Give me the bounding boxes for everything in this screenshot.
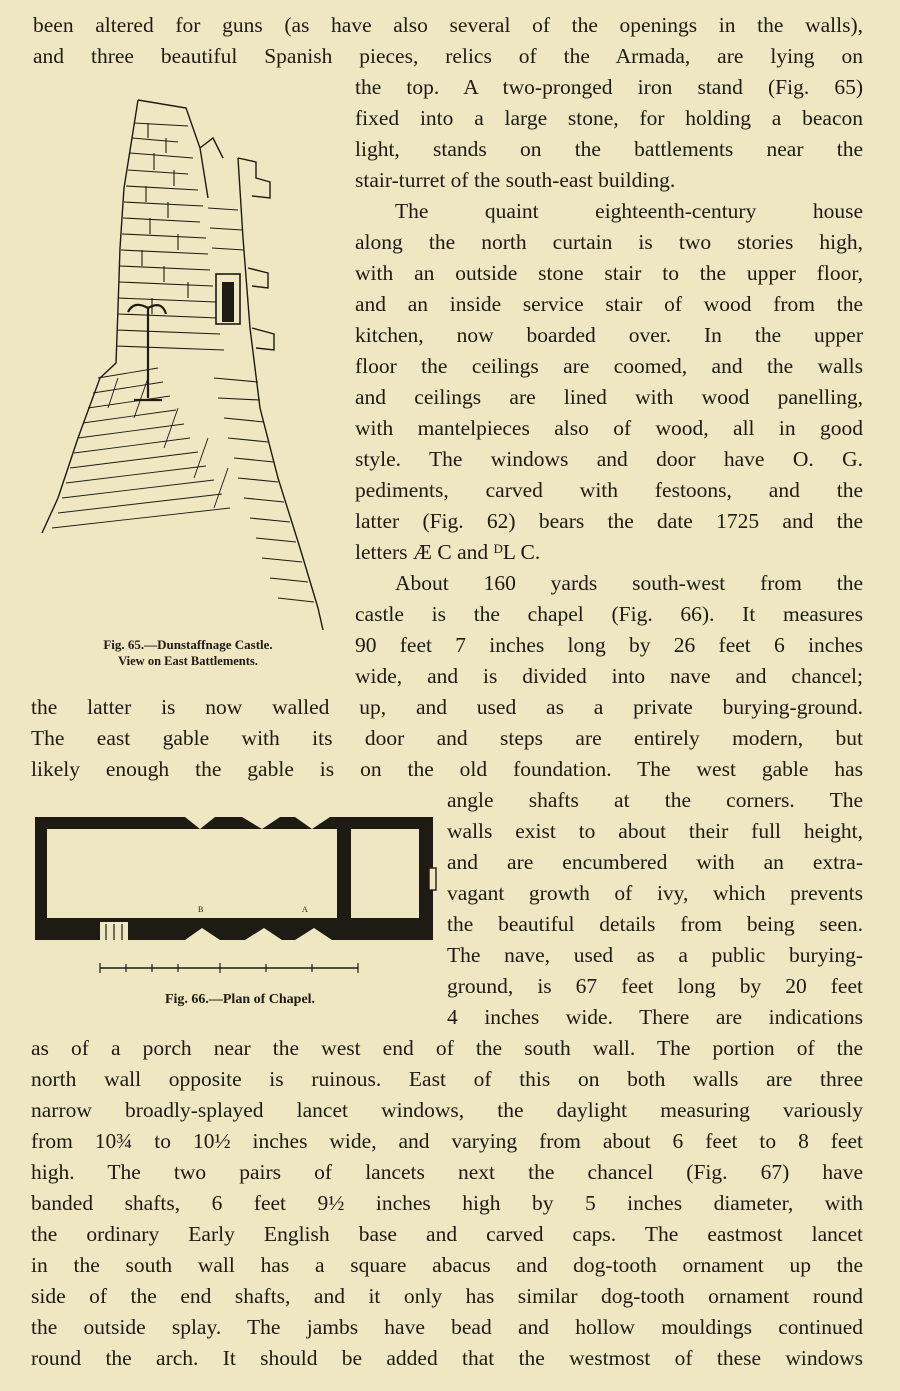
text-line: The nave, used as a public burying- [447, 943, 863, 967]
text-line: the ordinary Early English base and carved caps. The eastmost lancet [31, 1222, 863, 1246]
text-line: banded shafts, 6 feet 9½ inches high by 5 inches diameter, with [31, 1191, 863, 1215]
text-line: from 10¾ to 10½ inches wide, and varying from about 6 feet to 8 feet [31, 1129, 863, 1153]
text-line: wide, and is divided into nave and chancel; [355, 664, 863, 688]
text-line: kitchen, now boarded over. In the upper [355, 323, 863, 347]
text-line: vagant growth of ivy, which prevents [447, 881, 863, 905]
chapel-plan-diagram [30, 812, 440, 982]
text-line: with an outside stone stair to the upper floor, [355, 261, 863, 285]
text-line: side of the end shafts, and it only has similar dog-tooth ornament round [31, 1284, 863, 1308]
text-line: and are encumbered with an extra- [447, 850, 863, 874]
text-line: with mantelpieces also of wood, all in good [355, 416, 863, 440]
text-line: 4 inches wide. There are indications [447, 1005, 863, 1029]
figure-caption: View on East Battlements. [118, 654, 258, 668]
text-line: angle shafts at the corners. The [447, 788, 863, 812]
text-line: pediments, carved with festoons, and the [355, 478, 863, 502]
text-line: latter (Fig. 62) bears the date 1725 and the [355, 509, 863, 533]
text-line: and ceilings are lined with wood panelling, [355, 385, 863, 409]
text-line: in the south wall has a square abacus and dog-tooth ornament up the [31, 1253, 863, 1277]
text-line: along the north curtain is two stories high, [355, 230, 863, 254]
text-line: fixed into a large stone, for holding a beacon [355, 106, 863, 130]
text-line: walls exist to about their full height, [447, 819, 863, 843]
text-line: The east gable with its door and steps are entirely modern, but [31, 726, 863, 750]
text-line: ground, is 67 feet long by 20 feet [447, 974, 863, 998]
svg-text:B: B [198, 905, 204, 914]
text-line: letters Æ C and ᴰL C. [355, 540, 541, 564]
castle-battlements-illustration [38, 78, 338, 630]
text-line: the beautiful details from being seen. [447, 912, 863, 936]
text-line: stair-turret of the south-east building. [355, 168, 676, 192]
text-line: and an inside service stair of wood from the [355, 292, 863, 316]
text-line: About 160 yards south-west from the [395, 571, 863, 595]
text-line: castle is the chapel (Fig. 66). It measures [355, 602, 863, 626]
text-line: the outside splay. The jambs have bead and hollow mouldings continued [31, 1315, 863, 1339]
text-line: floor the ceilings are coomed, and the walls [355, 354, 863, 378]
text-line: style. The windows and door have O. G. [355, 447, 863, 471]
text-line: the latter is now walled up, and used as a private burying-ground. [31, 695, 863, 719]
text-line: light, stands on the battlements near the [355, 137, 863, 161]
text-line: high. The two pairs of lancets next the chancel (Fig. 67) have [31, 1160, 863, 1184]
text-line: likely enough the gable is on the old foundation. The west gable has [31, 757, 863, 781]
text-line: been altered for guns (as have also several of the openings in the walls), [33, 13, 863, 37]
svg-text:A: A [302, 905, 308, 914]
figure-caption: Fig. 66.—Plan of Chapel. [164, 992, 316, 1007]
text-line: north wall opposite is ruinous. East of this on both walls are three [31, 1067, 863, 1091]
text-line: the top. A two-pronged iron stand (Fig. 65) [355, 75, 863, 99]
text-line: narrow broadly-splayed lancet windows, the daylight measuring variously [31, 1098, 863, 1122]
text-line: and three beautiful Spanish pieces, relics of the Armada, are lying on [33, 44, 863, 68]
text-line: round the arch. It should be added that the westmost of these windows [31, 1346, 863, 1370]
text-line: as of a porch near the west end of the south wall. The portion of the [31, 1036, 863, 1060]
figure-caption: Fig. 65.—Dunstaffnage Castle. [103, 637, 273, 652]
text-line: The quaint eighteenth-century house [395, 199, 863, 223]
text-line: 90 feet 7 inches long by 26 feet 6 inches [355, 633, 863, 657]
